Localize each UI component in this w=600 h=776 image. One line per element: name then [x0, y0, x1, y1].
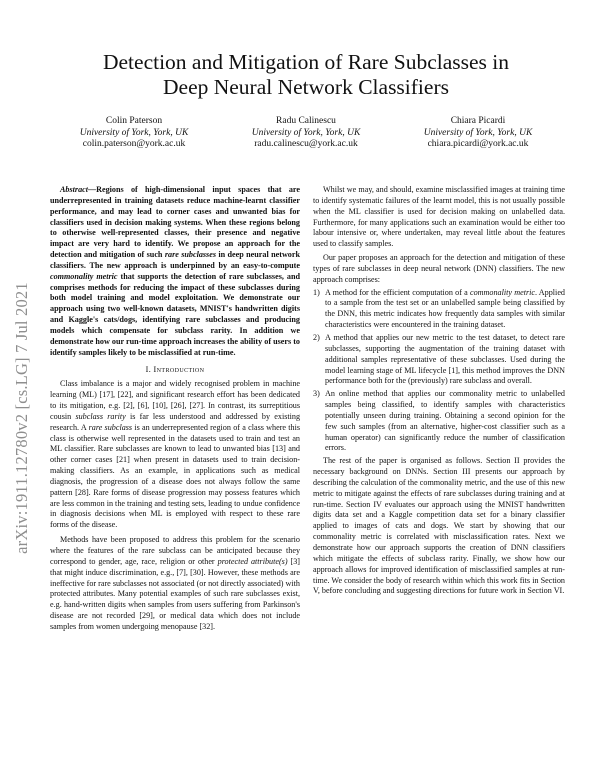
list-item-text-a: A method that applies our new metric to the test dataset, to detect rare subclasses, supporting the augmentation of the training dataset with additional samples representative of these subclasses. Used during the model learning stage of ML lifecycle [1], this method improves the DNN performance both for the (previously) rare subclass and overall.	[325, 332, 565, 386]
list-item	[313, 332, 565, 387]
author-email: colin.paterson@york.ac.uk	[82, 139, 186, 149]
list-item-number: 3)	[313, 389, 320, 399]
arxiv-id-text: arXiv:1911.12780v2 [cs.LG] 7 Jul 2021	[12, 282, 31, 554]
right-paragraph-1: Whilst we may, and should, examine misclassified images at training time to identify systematic failures of the learnt model, this is not usually possible when the ML classifier is used for decision making on unlabelled data. Furthermore, for many applications such an examination would be either too labour intensive or, where undertaken, may reveal little about the features used to classify samples.	[313, 185, 565, 249]
intro-p2-text-a: Methods have been proposed to address this problem for the scenario where the features of the rare subclass can be anticipated because they correspond to gender, age, race, religion or other	[50, 535, 300, 566]
author-name: Chiara Picardi	[450, 116, 506, 126]
list-item	[313, 287, 565, 331]
intro-p1-text-a: Class imbalance is a major and widely recognised problem in machine learning (ML) [17], [22], and significant research effort has been dedicated to its mitigation, e.g. [2], [6], [10], [26], [27]. In contrast, its surreptitious cousin	[50, 379, 300, 421]
right-column	[313, 185, 565, 597]
list-item-number: 1)	[313, 287, 320, 297]
abstract-text-3: that supports the detection of rare subclasses, and comprises methods for reducing the impact of these subclasses during both model training and model exploitation. We demonstrate our approach using two well-known datasets, MNIST's handwritten digits and Kaggle's cats/dogs, identifying rare subclasses and producing models which compensate for subclass rarity. In addition we demonstrate how our run-time approach increases the ability of users to identify samples likely to be misclassified at run-time.	[50, 271, 300, 357]
section-heading-introduction: I. Introduction	[145, 364, 205, 374]
author-email: chiara.picardi@york.ac.uk	[427, 139, 529, 149]
list-item-emphasis: commonality metric	[470, 287, 535, 297]
abstract-text-2: in deep neural network classifiers. The new approach is underpinned by an easy-to-compute	[50, 250, 300, 270]
author-name: Colin Paterson	[105, 116, 163, 126]
abstract	[50, 185, 300, 359]
intro-p2-text-b: [3] that might induce discrimination, e.g., [7], [30]. However, these methods are ineffective for rare subclasses not associated (or not directly associated) with protected attributes. Many potential examples of such rare subclasses exist, e.g. hand-written digits when samples from users suffering from Parkinson's disease are not recorded [29], or medical data which does not include samples from women undergoing menopause [32].	[50, 556, 300, 631]
paper-title	[50, 50, 562, 100]
author-affiliation: University of York, York, UK	[251, 127, 361, 138]
abstract-emphasis-1: rare subclasses	[164, 250, 216, 260]
intro-p1-emphasis-2: rare subclass	[88, 422, 133, 432]
abstract-text-1: —Regions of high-dimensional input spaces that are underrepresented in training datasets reduce machine-learnt classifier performance, and may lead to corner cases and unwanted bias for classifiers used in decision making systems. When these regions belong to otherwise well-represented classes, their presence and negative impact are very hard to identify. We propose an approach for the detection and mitigation of such	[50, 185, 300, 260]
list-item-text-b: . Applied to a sample from the test set or an unlabelled sample being classified by the DNN, this metric indicates how frequently data samples with similar characteristics were encountered in the training dataset.	[325, 287, 565, 330]
intro-paragraph-1	[50, 379, 300, 531]
author-1	[48, 116, 220, 151]
intro-p1-text-b: is far less understood and addressed by existing research. A	[50, 411, 301, 432]
author-name: Radu Calinescu	[276, 116, 336, 126]
author-2	[220, 116, 392, 151]
right-paragraph-2: Our paper proposes an approach for the detection and mitigation of these types of rare subclasses in deep neural network (DNN) classifiers. The new approach comprises:	[313, 253, 565, 284]
list-item-text-a: A method for the efficient computation of a	[325, 287, 471, 297]
intro-p1-emphasis-1: subclass rarity	[75, 411, 126, 421]
title-line-1: Detection and Mitigation of Rare Subclasses in	[102, 50, 510, 74]
list-item	[313, 389, 565, 454]
intro-p2-emphasis-1: protected attribute(s)	[217, 556, 288, 566]
list-item-text-a: An online method that applies our commonality metric to unlabelled samples being classified, to identify samples with characteristics potentially unseen during training. Obtaining a second opinion for the few such samples (from an alternative, higher-cost classifier such as a human operator) can significantly reduce the number of classification errors.	[325, 389, 565, 453]
intro-paragraph-2	[50, 535, 300, 633]
author-affiliation: University of York, York, UK	[423, 127, 533, 138]
arxiv-identifier-sidebar	[4, 265, 40, 571]
contribution-list	[313, 288, 565, 455]
abstract-label: Abstract	[60, 185, 88, 194]
title-line-2: Deep Neural Network Classifiers	[163, 75, 449, 99]
author-affiliation: University of York, York, UK	[79, 127, 189, 138]
right-paragraph-3: The rest of the paper is organised as follows. Section II provides the necessary background on DNNs. Section III presents our approach by describing the calculation of the commonality metric, and the use of this new metric to mitigate against the effects of rare subclasses during training and at run-time. Section IV evaluates our approach using the MNIST handwritten digits data set and a Kaggle competition data set for a binary classifier applied to images of cats and dogs. We start by showing that our commonality metric is correlated with misclassification rates. Next we demonstrate how our approach supports the creation of DNN classifiers which mitigate the effects of subclass rarity. Finally, we show how our approach allows for improved identification of misclassified samples at run-time. We consider the body of research within which this work fits in Section V, before concluding and suggesting directions for future work in Section VI.	[313, 456, 565, 596]
abstract-emphasis-2: commonality metric	[50, 271, 118, 281]
author-email: radu.calinescu@york.ac.uk	[254, 139, 358, 149]
author-3	[392, 116, 564, 151]
intro-p1-text-c: is an underrepresented region of a class where this class is otherwise well represented in the datasets used to train and test an ML classifier. Rare subclasses are known to lead to unwanted bias [13] and other corner cases [21] when present in datasets used to train decision-making classifiers. As an example, in applications such as medical diagnosis, the progression of a disease does not always follow the same pattern [28]. Rare forms of disease progression may possess features which are less common in the training and testing sets, leading to undue confidence in diagnosis decisions when ML is employed with respect to these rare forms of the disease.	[50, 422, 301, 530]
left-column	[50, 185, 300, 633]
list-item-number: 2)	[313, 332, 320, 342]
